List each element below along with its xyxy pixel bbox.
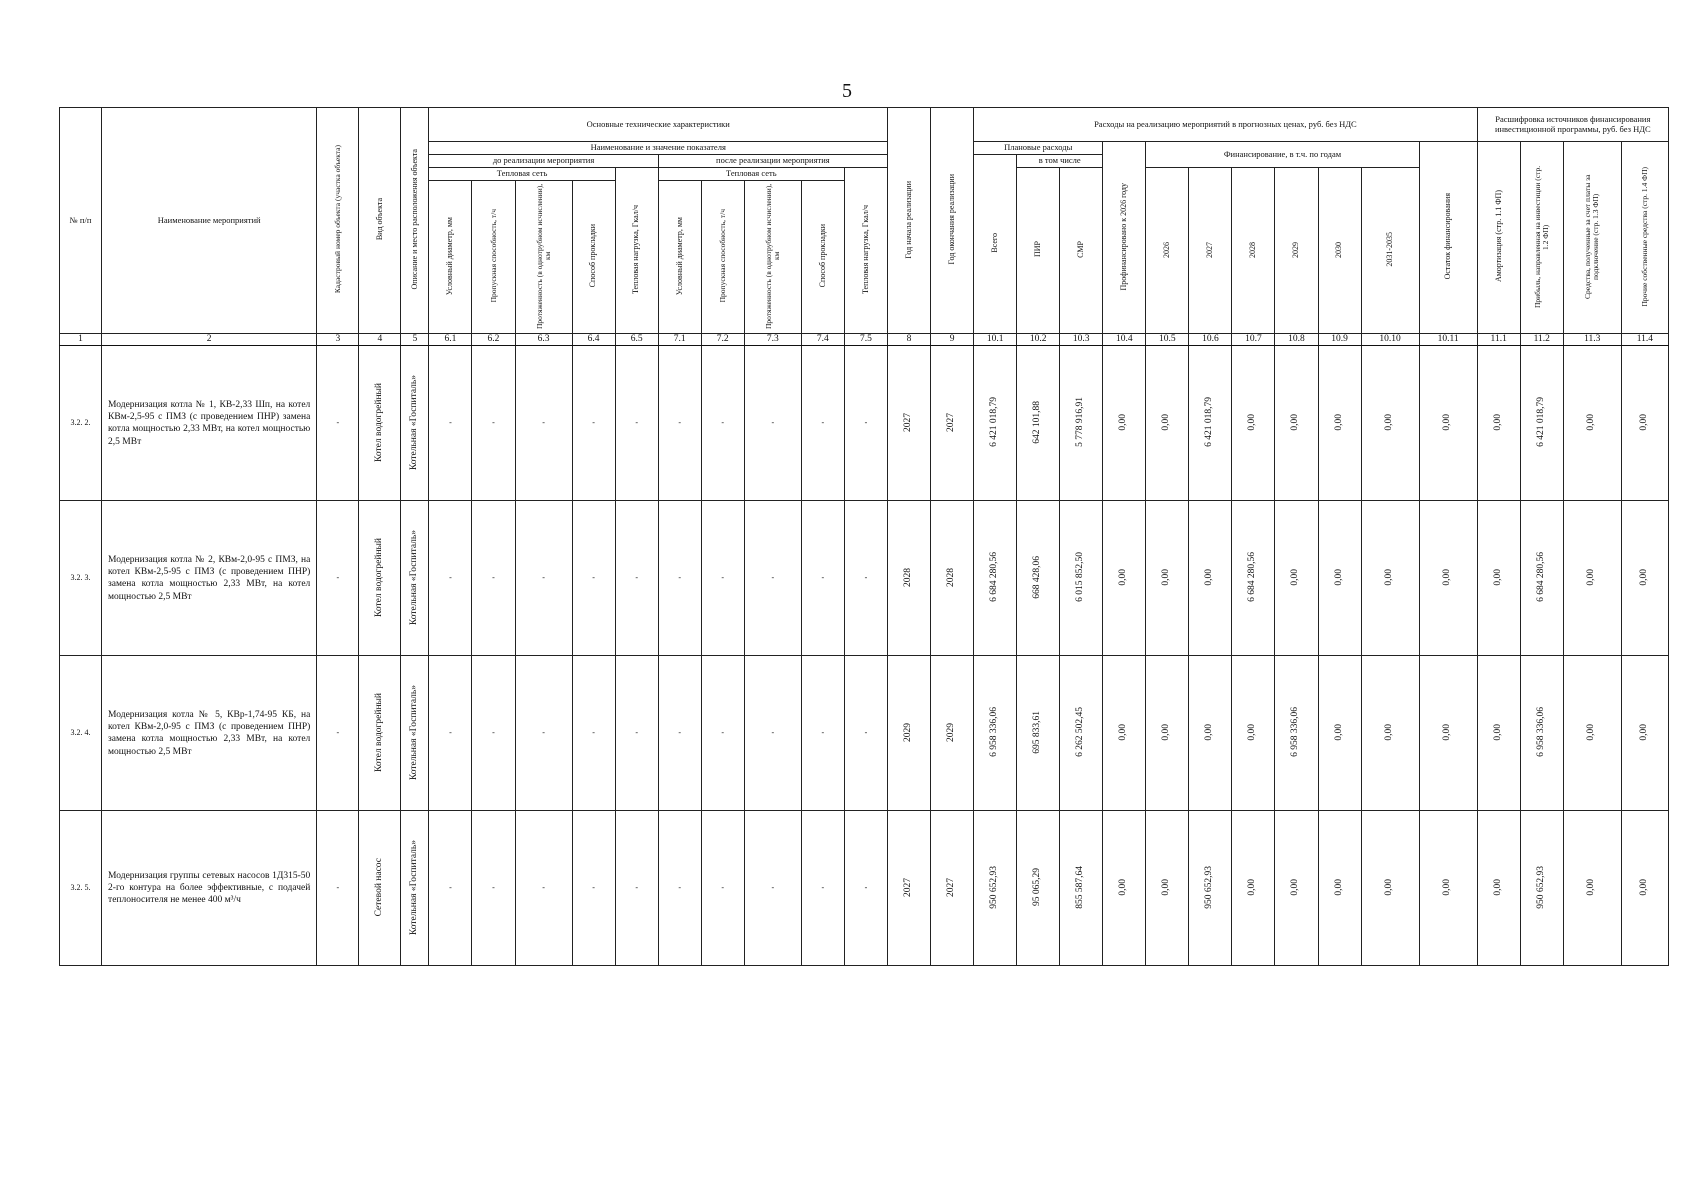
header-tech-group: Основные технические характеристики — [429, 108, 888, 142]
header-prefinanced: Профинансировано к 2026 году — [1103, 142, 1146, 334]
value-y2029 — [1275, 501, 1318, 656]
value-remaining-text: 0,00 — [1442, 568, 1453, 586]
cadastral-number: - — [317, 346, 359, 501]
value-year-end — [931, 656, 974, 811]
header-incl: в том числе — [1017, 155, 1103, 168]
value-connection-fee-text: 0,00 — [1586, 878, 1597, 896]
header-num: № п/п — [60, 108, 102, 334]
value-pir — [1017, 656, 1060, 811]
value-other-own-text: 0,00 — [1638, 568, 1649, 586]
value-y2029-text: 0,00 — [1290, 568, 1301, 586]
object-location-text: Котельная «Госпиталь» — [408, 839, 419, 935]
object-location-text: Котельная «Госпиталь» — [408, 684, 419, 780]
table-row — [60, 501, 1669, 656]
value-smr — [1060, 501, 1103, 656]
tech-value: - — [572, 346, 615, 501]
value-y2030 — [1318, 811, 1361, 966]
value-y2026-text: 0,00 — [1161, 568, 1172, 586]
page-number: 5 — [842, 80, 852, 102]
value-y2026 — [1146, 811, 1189, 966]
object-type — [359, 656, 401, 811]
value-y2030 — [1318, 501, 1361, 656]
value-y2027-text: 0,00 — [1204, 723, 1215, 741]
value-pir-text: 95 065,29 — [1032, 868, 1043, 907]
value-profit — [1520, 656, 1563, 811]
tech-value: - — [701, 501, 744, 656]
tech-value: - — [615, 656, 658, 811]
value-connection-fee-text: 0,00 — [1586, 568, 1597, 586]
tech-value: - — [472, 501, 515, 656]
cadastral-number: - — [317, 501, 359, 656]
header-financing-years: Финансирование, в т.ч. по годам — [1146, 142, 1419, 168]
value-y2027 — [1189, 656, 1232, 811]
value-year-start — [888, 346, 931, 501]
header-type: Вид объекта — [359, 108, 401, 334]
value-profit-text: 6 684 280,56 — [1535, 552, 1546, 603]
value-year-start — [888, 811, 931, 966]
value-remaining — [1419, 656, 1477, 811]
value-amortization — [1477, 501, 1520, 656]
value-profit-text: 6 958 336,06 — [1535, 707, 1546, 758]
measure-name: Модернизация группы сетевых насосов 1Д315-50 2-го контура на более эффективные, с подачей теплоносителя не менее 400 м³/ч — [102, 811, 317, 966]
tech-value: - — [572, 501, 615, 656]
tech-value: - — [844, 656, 887, 811]
col-index: 11.4 — [1621, 334, 1668, 346]
value-year-end-text: 2027 — [946, 877, 957, 897]
value-remaining-text: 0,00 — [1442, 413, 1453, 431]
object-location-text: Котельная «Госпиталь» — [408, 529, 419, 625]
col-index: 10.2 — [1017, 334, 1060, 346]
header-heat-network-before: Тепловая сеть — [429, 168, 615, 181]
header-laying-before: Способ прокладки — [572, 181, 615, 334]
col-index: 10.3 — [1060, 334, 1103, 346]
value-y2026 — [1146, 501, 1189, 656]
header-cadastral: Кадастровый номер объекта (участка объекта) — [317, 108, 359, 334]
value-y2028 — [1232, 501, 1275, 656]
value-total-text: 6 421 018,79 — [989, 397, 1000, 448]
value-other-own-text: 0,00 — [1638, 413, 1649, 431]
value-connection-fee — [1563, 346, 1621, 501]
header-y2029: 2029 — [1275, 168, 1318, 334]
object-location — [401, 811, 429, 966]
value-y2027-text: 950 652,93 — [1204, 865, 1215, 909]
value-total — [974, 811, 1017, 966]
value-y2027-text: 0,00 — [1204, 568, 1215, 586]
value-y2030-text: 0,00 — [1333, 568, 1344, 586]
table-row — [60, 656, 1669, 811]
tech-value: - — [429, 656, 472, 811]
value-pir — [1017, 811, 1060, 966]
value-year-end-text: 2027 — [946, 412, 957, 432]
header-heat-load-before: Тепловая нагрузка, Гкал/ч — [615, 168, 658, 334]
value-y2028-text: 0,00 — [1247, 878, 1258, 896]
header-indicators: Наименование и значение показателя — [429, 142, 888, 155]
row-number: 3.2. 4. — [60, 656, 102, 811]
value-remaining — [1419, 811, 1477, 966]
value-amortization — [1477, 656, 1520, 811]
tech-value: - — [615, 501, 658, 656]
object-type-text: Котел водогрейный — [373, 382, 384, 462]
header-sources-group: Расшифровка источников финансирования инвестиционной программы, руб. без НДС — [1477, 108, 1668, 142]
value-year-end — [931, 346, 974, 501]
tech-value: - — [515, 656, 572, 811]
value-y2030-text: 0,00 — [1333, 413, 1344, 431]
tech-value: - — [615, 346, 658, 501]
value-y2028 — [1232, 811, 1275, 966]
header-total: Всего — [974, 155, 1017, 334]
value-prefinanced — [1103, 346, 1146, 501]
value-prefinanced-text: 0,00 — [1118, 413, 1129, 431]
value-y2026-text: 0,00 — [1161, 413, 1172, 431]
header-year-start: Год начала реализации — [888, 108, 931, 334]
value-y2027 — [1189, 346, 1232, 501]
header-y2026: 2026 — [1146, 168, 1189, 334]
value-total — [974, 656, 1017, 811]
tech-value: - — [744, 501, 801, 656]
object-location-text: Котельная «Госпиталь» — [408, 374, 419, 470]
value-year-start-text: 2027 — [903, 412, 914, 432]
tech-value: - — [429, 346, 472, 501]
value-total-text: 6 958 336,06 — [989, 707, 1000, 758]
value-year-start — [888, 656, 931, 811]
object-type — [359, 811, 401, 966]
value-smr-text: 5 778 916,91 — [1075, 397, 1086, 448]
tech-value: - — [472, 656, 515, 811]
value-y2030-text: 0,00 — [1333, 723, 1344, 741]
value-y2031-text: 0,00 — [1384, 723, 1395, 741]
object-type-text: Котел водогрейный — [373, 537, 384, 617]
header-smr: СМР — [1060, 168, 1103, 334]
cadastral-number: - — [317, 811, 359, 966]
value-y2026-text: 0,00 — [1161, 878, 1172, 896]
value-profit-text: 6 421 018,79 — [1535, 397, 1546, 448]
table-row — [60, 346, 1669, 501]
header-connection-fee: Средства, полученные за счет платы за подключение (стр. 1.3 ФП) — [1563, 142, 1621, 334]
value-connection-fee — [1563, 501, 1621, 656]
tech-value: - — [572, 811, 615, 966]
col-index: 6.4 — [572, 334, 615, 346]
value-prefinanced — [1103, 501, 1146, 656]
value-y2029 — [1275, 656, 1318, 811]
header-remaining: Остаток финансирования — [1419, 142, 1477, 334]
tech-value: - — [472, 346, 515, 501]
col-index: 4 — [359, 334, 401, 346]
col-index: 10.7 — [1232, 334, 1275, 346]
value-remaining — [1419, 501, 1477, 656]
col-index: 11.1 — [1477, 334, 1520, 346]
header-pir: ПИР — [1017, 168, 1060, 334]
col-index: 10.1 — [974, 334, 1017, 346]
col-index: 2 — [102, 334, 317, 346]
value-profit — [1520, 346, 1563, 501]
value-y2030-text: 0,00 — [1333, 878, 1344, 896]
value-year-end-text: 2029 — [946, 722, 957, 742]
tech-value: - — [429, 811, 472, 966]
value-pir-text: 668 428,06 — [1032, 555, 1043, 599]
col-index: 6.2 — [472, 334, 515, 346]
tech-value: - — [844, 346, 887, 501]
value-other-own-text: 0,00 — [1638, 878, 1649, 896]
col-index: 10.11 — [1419, 334, 1477, 346]
measure-name: Модернизация котла № 5, КВр-1,74-95 КБ, на котел КВм-2,0-95 с ПМЗ (с проведением ПНР) замена котла мощностью 2,33 МВт, на котел мощностью 2,5 МВт — [102, 656, 317, 811]
header-after: после реализации мероприятия — [658, 155, 887, 168]
col-index: 7.2 — [701, 334, 744, 346]
col-index: 10.9 — [1318, 334, 1361, 346]
header-year-end: Год окончания реализации — [931, 108, 974, 334]
tech-value: - — [801, 346, 844, 501]
value-y2026-text: 0,00 — [1161, 723, 1172, 741]
tech-value: - — [658, 501, 701, 656]
value-y2026 — [1146, 346, 1189, 501]
value-y2031 — [1361, 656, 1419, 811]
value-y2028 — [1232, 656, 1275, 811]
col-index: 10.4 — [1103, 334, 1146, 346]
value-y2028-text: 0,00 — [1247, 723, 1258, 741]
value-other-own-text: 0,00 — [1638, 723, 1649, 741]
header-capacity-before: Пропускная способность, т/ч — [472, 181, 515, 334]
header-name: Наименование мероприятий — [102, 108, 317, 334]
tech-value: - — [701, 656, 744, 811]
tech-value: - — [744, 656, 801, 811]
value-y2027-text: 6 421 018,79 — [1204, 397, 1215, 448]
col-index: 3 — [317, 334, 359, 346]
header-y2027: 2027 — [1189, 168, 1232, 334]
value-y2029-text: 6 958 336,06 — [1290, 707, 1301, 758]
value-year-start — [888, 501, 931, 656]
value-smr — [1060, 656, 1103, 811]
object-type — [359, 501, 401, 656]
col-index: 10.5 — [1146, 334, 1189, 346]
value-y2029-text: 0,00 — [1290, 878, 1301, 896]
tech-value: - — [658, 811, 701, 966]
value-other-own — [1621, 811, 1668, 966]
value-remaining-text: 0,00 — [1442, 723, 1453, 741]
value-y2028-text: 0,00 — [1247, 413, 1258, 431]
header-y2031: 2031-2035 — [1361, 168, 1419, 334]
value-y2031-text: 0,00 — [1384, 568, 1395, 586]
value-connection-fee-text: 0,00 — [1586, 723, 1597, 741]
value-amortization-text: 0,00 — [1492, 723, 1503, 741]
value-profit — [1520, 811, 1563, 966]
value-pir-text: 642 101,88 — [1032, 400, 1043, 444]
col-index: 7.1 — [658, 334, 701, 346]
value-amortization-text: 0,00 — [1492, 413, 1503, 431]
header-costs-group: Расходы на реализацию мероприятий в прогнозных ценах, руб. без НДС — [974, 108, 1478, 142]
tech-value: - — [744, 346, 801, 501]
tech-value: - — [429, 501, 472, 656]
tech-value: - — [572, 656, 615, 811]
value-pir — [1017, 501, 1060, 656]
value-year-start-text: 2029 — [903, 722, 914, 742]
object-location — [401, 501, 429, 656]
col-index: 10.8 — [1275, 334, 1318, 346]
header-planned: Плановые расходы — [974, 142, 1103, 155]
value-y2026 — [1146, 656, 1189, 811]
col-index: 7.3 — [744, 334, 801, 346]
value-y2031 — [1361, 811, 1419, 966]
header-length-after: Протяженность (в однотрубном исчислении), км — [744, 181, 801, 334]
object-type — [359, 346, 401, 501]
value-smr-text: 6 262 502,45 — [1075, 707, 1086, 758]
column-index-row — [60, 334, 1669, 346]
header-diameter-after: Условный диаметр, мм — [658, 181, 701, 334]
value-total-text: 950 652,93 — [989, 865, 1000, 909]
tech-value: - — [658, 346, 701, 501]
value-prefinanced — [1103, 811, 1146, 966]
value-total — [974, 501, 1017, 656]
header-y2030: 2030 — [1318, 168, 1361, 334]
col-index: 8 — [888, 334, 931, 346]
value-y2027 — [1189, 501, 1232, 656]
value-y2028-text: 6 684 280,56 — [1247, 552, 1258, 603]
col-index: 1 — [60, 334, 102, 346]
value-amortization — [1477, 811, 1520, 966]
value-y2031-text: 0,00 — [1384, 413, 1395, 431]
col-index: 11.2 — [1520, 334, 1563, 346]
header-length-before: Протяженность (в однотрубном исчислении), км — [515, 181, 572, 334]
tech-value: - — [801, 656, 844, 811]
tech-value: - — [844, 501, 887, 656]
value-y2030 — [1318, 656, 1361, 811]
tech-value: - — [515, 346, 572, 501]
value-smr-text: 6 015 852,50 — [1075, 552, 1086, 603]
value-other-own — [1621, 346, 1668, 501]
tech-value: - — [744, 811, 801, 966]
value-y2029 — [1275, 811, 1318, 966]
tech-value: - — [615, 811, 658, 966]
col-index: 6.3 — [515, 334, 572, 346]
value-smr — [1060, 346, 1103, 501]
object-location — [401, 656, 429, 811]
value-year-end-text: 2028 — [946, 567, 957, 587]
tech-value: - — [515, 811, 572, 966]
value-other-own — [1621, 656, 1668, 811]
value-y2029 — [1275, 346, 1318, 501]
value-year-start-text: 2027 — [903, 877, 914, 897]
value-amortization-text: 0,00 — [1492, 568, 1503, 586]
value-smr-text: 855 587,64 — [1075, 865, 1086, 909]
value-connection-fee — [1563, 656, 1621, 811]
col-index: 9 — [931, 334, 974, 346]
value-y2029-text: 0,00 — [1290, 413, 1301, 431]
investment-program-table — [59, 107, 1669, 966]
value-y2031-text: 0,00 — [1384, 878, 1395, 896]
value-remaining-text: 0,00 — [1442, 878, 1453, 896]
value-profit-text: 950 652,93 — [1535, 865, 1546, 909]
value-year-start-text: 2028 — [903, 567, 914, 587]
tech-value: - — [801, 501, 844, 656]
value-y2031 — [1361, 346, 1419, 501]
cadastral-number: - — [317, 656, 359, 811]
value-prefinanced-text: 0,00 — [1118, 723, 1129, 741]
object-location — [401, 346, 429, 501]
value-year-end — [931, 501, 974, 656]
header-diameter-before: Условный диаметр, мм — [429, 181, 472, 334]
tech-value: - — [844, 811, 887, 966]
col-index: 7.5 — [844, 334, 887, 346]
value-total-text: 6 684 280,56 — [989, 552, 1000, 603]
tech-value: - — [701, 811, 744, 966]
value-amortization — [1477, 346, 1520, 501]
value-y2027 — [1189, 811, 1232, 966]
value-connection-fee-text: 0,00 — [1586, 413, 1597, 431]
value-prefinanced-text: 0,00 — [1118, 878, 1129, 896]
header-y2028: 2028 — [1232, 168, 1275, 334]
value-prefinanced-text: 0,00 — [1118, 568, 1129, 586]
tech-value: - — [472, 811, 515, 966]
tech-value: - — [658, 656, 701, 811]
value-pir — [1017, 346, 1060, 501]
row-number: 3.2. 2. — [60, 346, 102, 501]
table-row — [60, 811, 1669, 966]
value-y2028 — [1232, 346, 1275, 501]
header-before: до реализации мероприятия — [429, 155, 658, 168]
value-prefinanced — [1103, 656, 1146, 811]
value-profit — [1520, 501, 1563, 656]
measure-name: Модернизация котла № 2, КВм-2,0-95 с ПМЗ, на котел КВм-2,5-95 с ПМЗ (с проведением ПНР) замена котла мощностью 2,33 МВт, на котел мощностью 2,5 МВт — [102, 501, 317, 656]
col-index: 6.1 — [429, 334, 472, 346]
header-other-own: Прочие собственные средства (стр. 1.4 ФП) — [1621, 142, 1668, 334]
header-heat-network-after: Тепловая сеть — [658, 168, 844, 181]
value-connection-fee — [1563, 811, 1621, 966]
row-number: 3.2. 5. — [60, 811, 102, 966]
tech-value: - — [801, 811, 844, 966]
col-index: 10.10 — [1361, 334, 1419, 346]
value-y2030 — [1318, 346, 1361, 501]
col-index: 6.5 — [615, 334, 658, 346]
header-heat-load-after: Тепловая нагрузка, Гкал/ч — [844, 168, 887, 334]
object-type-text: Сетевой насос — [373, 858, 384, 917]
header-capacity-after: Пропускная способность, т/ч — [701, 181, 744, 334]
value-year-end — [931, 811, 974, 966]
value-pir-text: 695 833,61 — [1032, 710, 1043, 754]
value-total — [974, 346, 1017, 501]
tech-value: - — [515, 501, 572, 656]
col-index: 11.3 — [1563, 334, 1621, 346]
value-remaining — [1419, 346, 1477, 501]
tech-value: - — [701, 346, 744, 501]
header-laying-after: Способ прокладки — [801, 181, 844, 334]
value-other-own — [1621, 501, 1668, 656]
object-type-text: Котел водогрейный — [373, 692, 384, 772]
value-smr — [1060, 811, 1103, 966]
measure-name: Модернизация котла № 1, КВ-2,33 Шп, на котел КВм-2,5-95 с ПМЗ (с проведением ПНР) замена котла мощностью 2,33 МВт, на котел мощностью 2,5 МВт — [102, 346, 317, 501]
header-amortization: Амортизация (стр. 1.1 ФП) — [1477, 142, 1520, 334]
header-profit: Прибыль, направленная на инвестиции (стр. 1.2 ФП) — [1520, 142, 1563, 334]
col-index: 10.6 — [1189, 334, 1232, 346]
value-y2031 — [1361, 501, 1419, 656]
header-location: Описание и место расположения объекта — [401, 108, 429, 334]
value-amortization-text: 0,00 — [1492, 878, 1503, 896]
col-index: 7.4 — [801, 334, 844, 346]
col-index: 5 — [401, 334, 429, 346]
row-number: 3.2. 3. — [60, 501, 102, 656]
